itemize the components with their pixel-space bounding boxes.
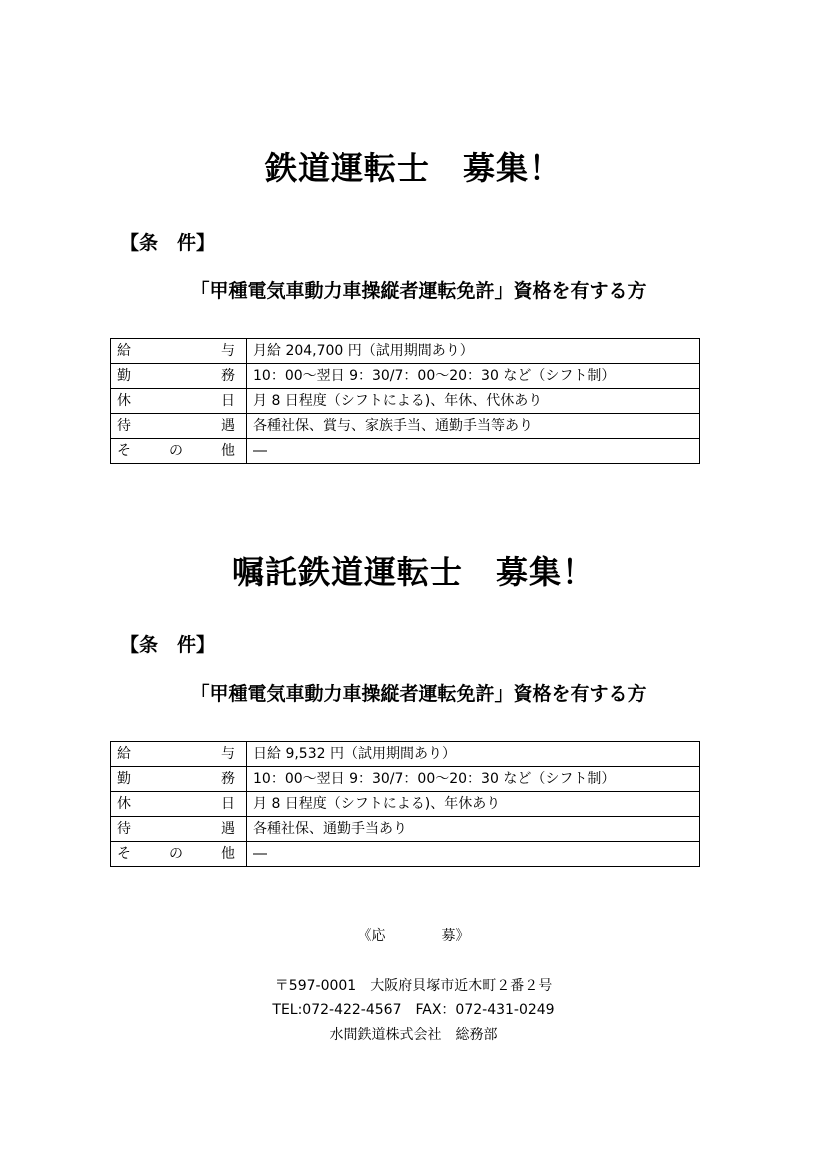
table-row	[111, 339, 700, 364]
row-value: 月 8 日程度（シフトによる)、年休、代休あり	[247, 389, 700, 414]
phone-fax-text: TEL:072-422-4567 FAX：072-431-0249	[272, 1002, 555, 1018]
row-label: 勤 務	[111, 767, 247, 792]
terms-table	[110, 338, 700, 464]
table-row	[111, 767, 700, 792]
terms-table	[110, 741, 700, 867]
posting-title: 鉄道運転士 募集！	[264, 149, 562, 187]
row-label: そ の 他	[111, 439, 247, 464]
row-label: 休 日	[111, 792, 247, 817]
row-label: 勤 務	[111, 364, 247, 389]
conditions-heading: 【条 件】	[120, 634, 216, 656]
row-label: そ の 他	[111, 842, 247, 867]
qualification-text: 「甲種電気車動力車操縦者運転免許」資格を有する方	[190, 280, 647, 302]
qualification-text: 「甲種電気車動力車操縦者運転免許」資格を有する方	[190, 683, 647, 705]
row-value: 月給 204,700 円（試用期間あり）	[247, 339, 700, 364]
row-value: 10：00～翌日 9：30/7：00～20：30 など（シフト制）	[247, 364, 700, 389]
row-label: 給 与	[111, 742, 247, 767]
conditions-heading: 【条 件】	[120, 232, 216, 254]
table-row	[111, 817, 700, 842]
table-row	[111, 742, 700, 767]
row-label: 給 与	[111, 339, 247, 364]
row-value: ―	[247, 439, 700, 464]
table-row	[111, 364, 700, 389]
row-value: 月 8 日程度（シフトによる)、年休あり	[247, 792, 700, 817]
row-value: 各種社保、通勤手当あり	[247, 817, 700, 842]
table-row	[111, 414, 700, 439]
address-text: 〒597-0001 大阪府貝塚市近木町２番２号	[274, 978, 553, 994]
company-name: 水間鉄道株式会社 総務部	[329, 1027, 498, 1043]
row-value: ―	[247, 842, 700, 867]
application-heading: 《応 募》	[357, 928, 470, 944]
row-value: 日給 9,532 円（試用期間あり）	[247, 742, 700, 767]
table-row	[111, 792, 700, 817]
table-row	[111, 439, 700, 464]
table-row	[111, 842, 700, 867]
row-label: 待 遇	[111, 817, 247, 842]
row-value: 各種社保、賞与、家族手当、通勤手当等あり	[247, 414, 700, 439]
table-row	[111, 389, 700, 414]
row-label: 休 日	[111, 389, 247, 414]
row-label: 待 遇	[111, 414, 247, 439]
posting-title: 嘱託鉄道運転士 募集！	[231, 553, 595, 591]
row-value: 10：00～翌日 9：30/7：00～20：30 など（シフト制）	[247, 767, 700, 792]
